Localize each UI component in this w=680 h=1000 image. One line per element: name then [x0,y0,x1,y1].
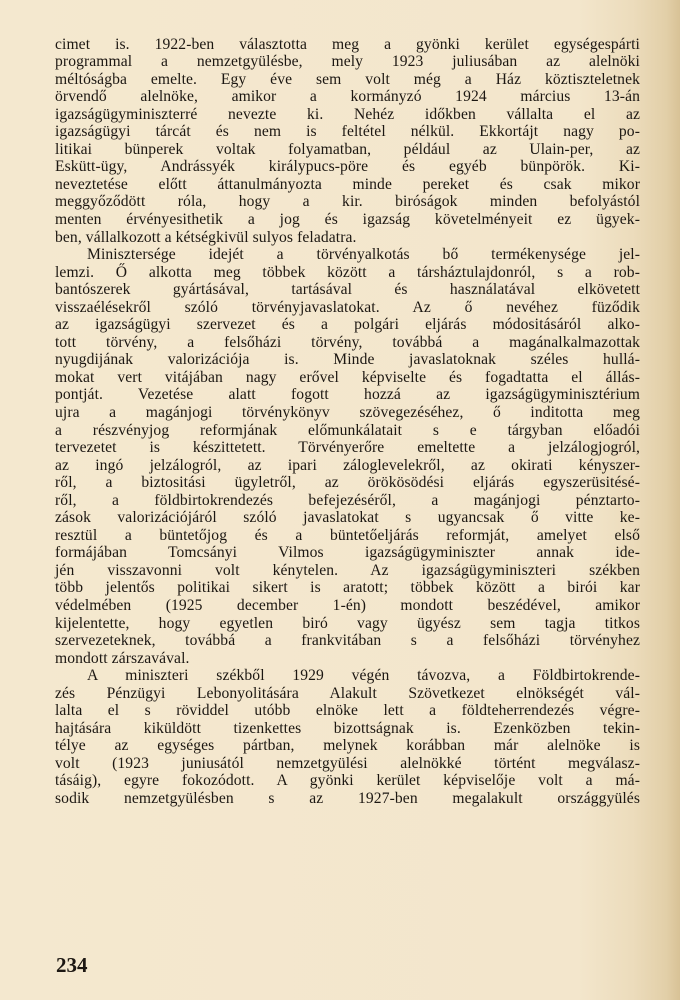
text-line: ről, a földbirtokrendezés befejezéséről, a magánjogi pénztarto- [55,491,640,509]
text-line: szervezeteknek, továbbá a frankvitában s a felsőházi törvényhez [55,632,640,650]
text-line: kijelentette, hogy egyetlen biró vagy ügyész sem tagja titkos [55,614,640,632]
text-line: nyugdijának valorizációja is. Minde javaslatoknak széles hullá- [55,351,640,369]
text-line: ben, vállalkozott a kétségkivül sulyos feladatra. [55,228,357,246]
text-line: tott törvény, a felsőházi törvény, továbbá a magánalkalmazottak [55,333,640,351]
text-line: télye az egységes pártban, melynek korábban már alelnöke is [55,737,640,755]
text-line: a részvényjog reformjának előmunkálatait s e tárgyban előadói [55,421,640,439]
text-line: méltóságba emelte. Egy éve sem volt még a Ház köztiszteletnek [55,70,640,88]
text-line: ről, a biztositási ügyletről, az örökösödési eljárás egyszerüsitésé- [55,474,640,492]
text-line: az igazságügyi szervezet és a polgári eljárás módositásáról alko- [55,316,640,334]
text-line: védelmében (1925 december 1-én) mondott beszédével, amikor [55,597,640,614]
text-line: formájában Tomcsányi Vilmos igazságügyminiszter annak ide- [55,544,640,562]
text-line: menten érvényesithetik a jog és igazság követelményeit ez ügyek- [55,210,640,228]
text-line: cimet is. 1922-ben választotta meg a gyönki kerület egységespárti [55,35,640,53]
text-line: Eskütt-ügy, Andrássyék királypucs-pöre és egyéb bünpörök. Ki- [55,158,640,176]
text-line: lemzi. Ő alkotta meg többek között a társháztulajdonról, s a rob- [55,263,640,281]
text-line: sodik nemzetgyülésben s az 1927-ben megalakult országgyülés [55,790,640,808]
text-line: programmal a nemzetgyülésbe, mely 1923 juliusában az alelnöki [55,53,640,71]
body-text [55,36,640,808]
text-line: meggyőződött róla, hogy a kir. biróságok minden befolyástól [55,193,640,211]
text-line: mondott zárszavával. [55,649,190,667]
text-line: lalta el s röviddel utóbb elnöke lett a földteherrendezés végre- [55,702,640,720]
text-line: neveztetése előtt áttanulmányozta minde pereket és csak mikor [55,175,640,193]
text-line: Minisztersége idejét a törvényalkotás bő termékenysége jel- [87,246,640,264]
text-line: jén visszavonni volt kénytelen. Az igazságügyminiszteri székben [55,561,640,579]
text-line: mokat vert vitájában nagy erővel képviselte és fogadtatta el állás- [55,368,640,386]
text-line: litikai bünperek voltak folyamatban, például az Ulain-per, az [55,140,640,158]
paragraph-2 [55,246,640,667]
text-line: zés Pénzügyi Lebonyolitására Alakult Szövetkezet elnökségét vál- [55,684,640,702]
text-line: zások valorizációjáról szóló javaslatokat s ugyancsak ő vitte ke- [55,509,640,527]
text-line: több jelentős politikai sikert is aratott; többek között a birói kar [55,579,640,597]
paragraph-3 [55,667,640,807]
text-line: resztül a büntetőjog és a büntetőeljárás reformját, amelyet első [55,526,640,544]
text-line: volt (1923 juniusától nemzetgyülési alelnökké történt megválasz- [55,754,640,772]
text-line: örvendő alelnöke, amikor a kormányzó 1924 március 13-án [55,88,640,106]
text-line: A miniszteri székből 1929 végén távozva, a Földbirtokrende- [87,667,640,685]
text-line: hajtására kiküldött tizenkettes bizottságnak is. Ezenközben tekin- [55,719,640,737]
text-line: tásáig), egyre fokozódott. A gyönki kerület képviselője volt a má- [55,772,640,790]
text-line: pontját. Vezetése alatt fogott hozzá az igazságügyminisztérium [55,386,640,404]
text-line: ujra a magánjogi törvénykönyv szövegezéséhez, ő inditotta meg [55,403,640,421]
text-line: igazságügyi tárcát és nem is feltétel nélkül. Ekkortájt nagy po- [55,123,640,141]
page-number: 234 [56,953,88,977]
text-line: bantószerek gyártásával, tartásával és használatával elkövetett [55,281,640,299]
text-line: az ingó jelzálogról, az ipari záloglevelekről, az okirati kényszer- [55,456,640,474]
text-line: igazságügyminiszterré nevezte ki. Nehéz időkben vállalta el az [55,105,640,123]
paragraph-1 [55,36,640,247]
text-line: visszaélésekről szóló törvényjavaslatokat. Az ő nevéhez füződik [55,298,640,316]
text-line: tervezetet is készittetett. Törvényerőre emeltette a jelzálogjogról, [55,439,640,457]
